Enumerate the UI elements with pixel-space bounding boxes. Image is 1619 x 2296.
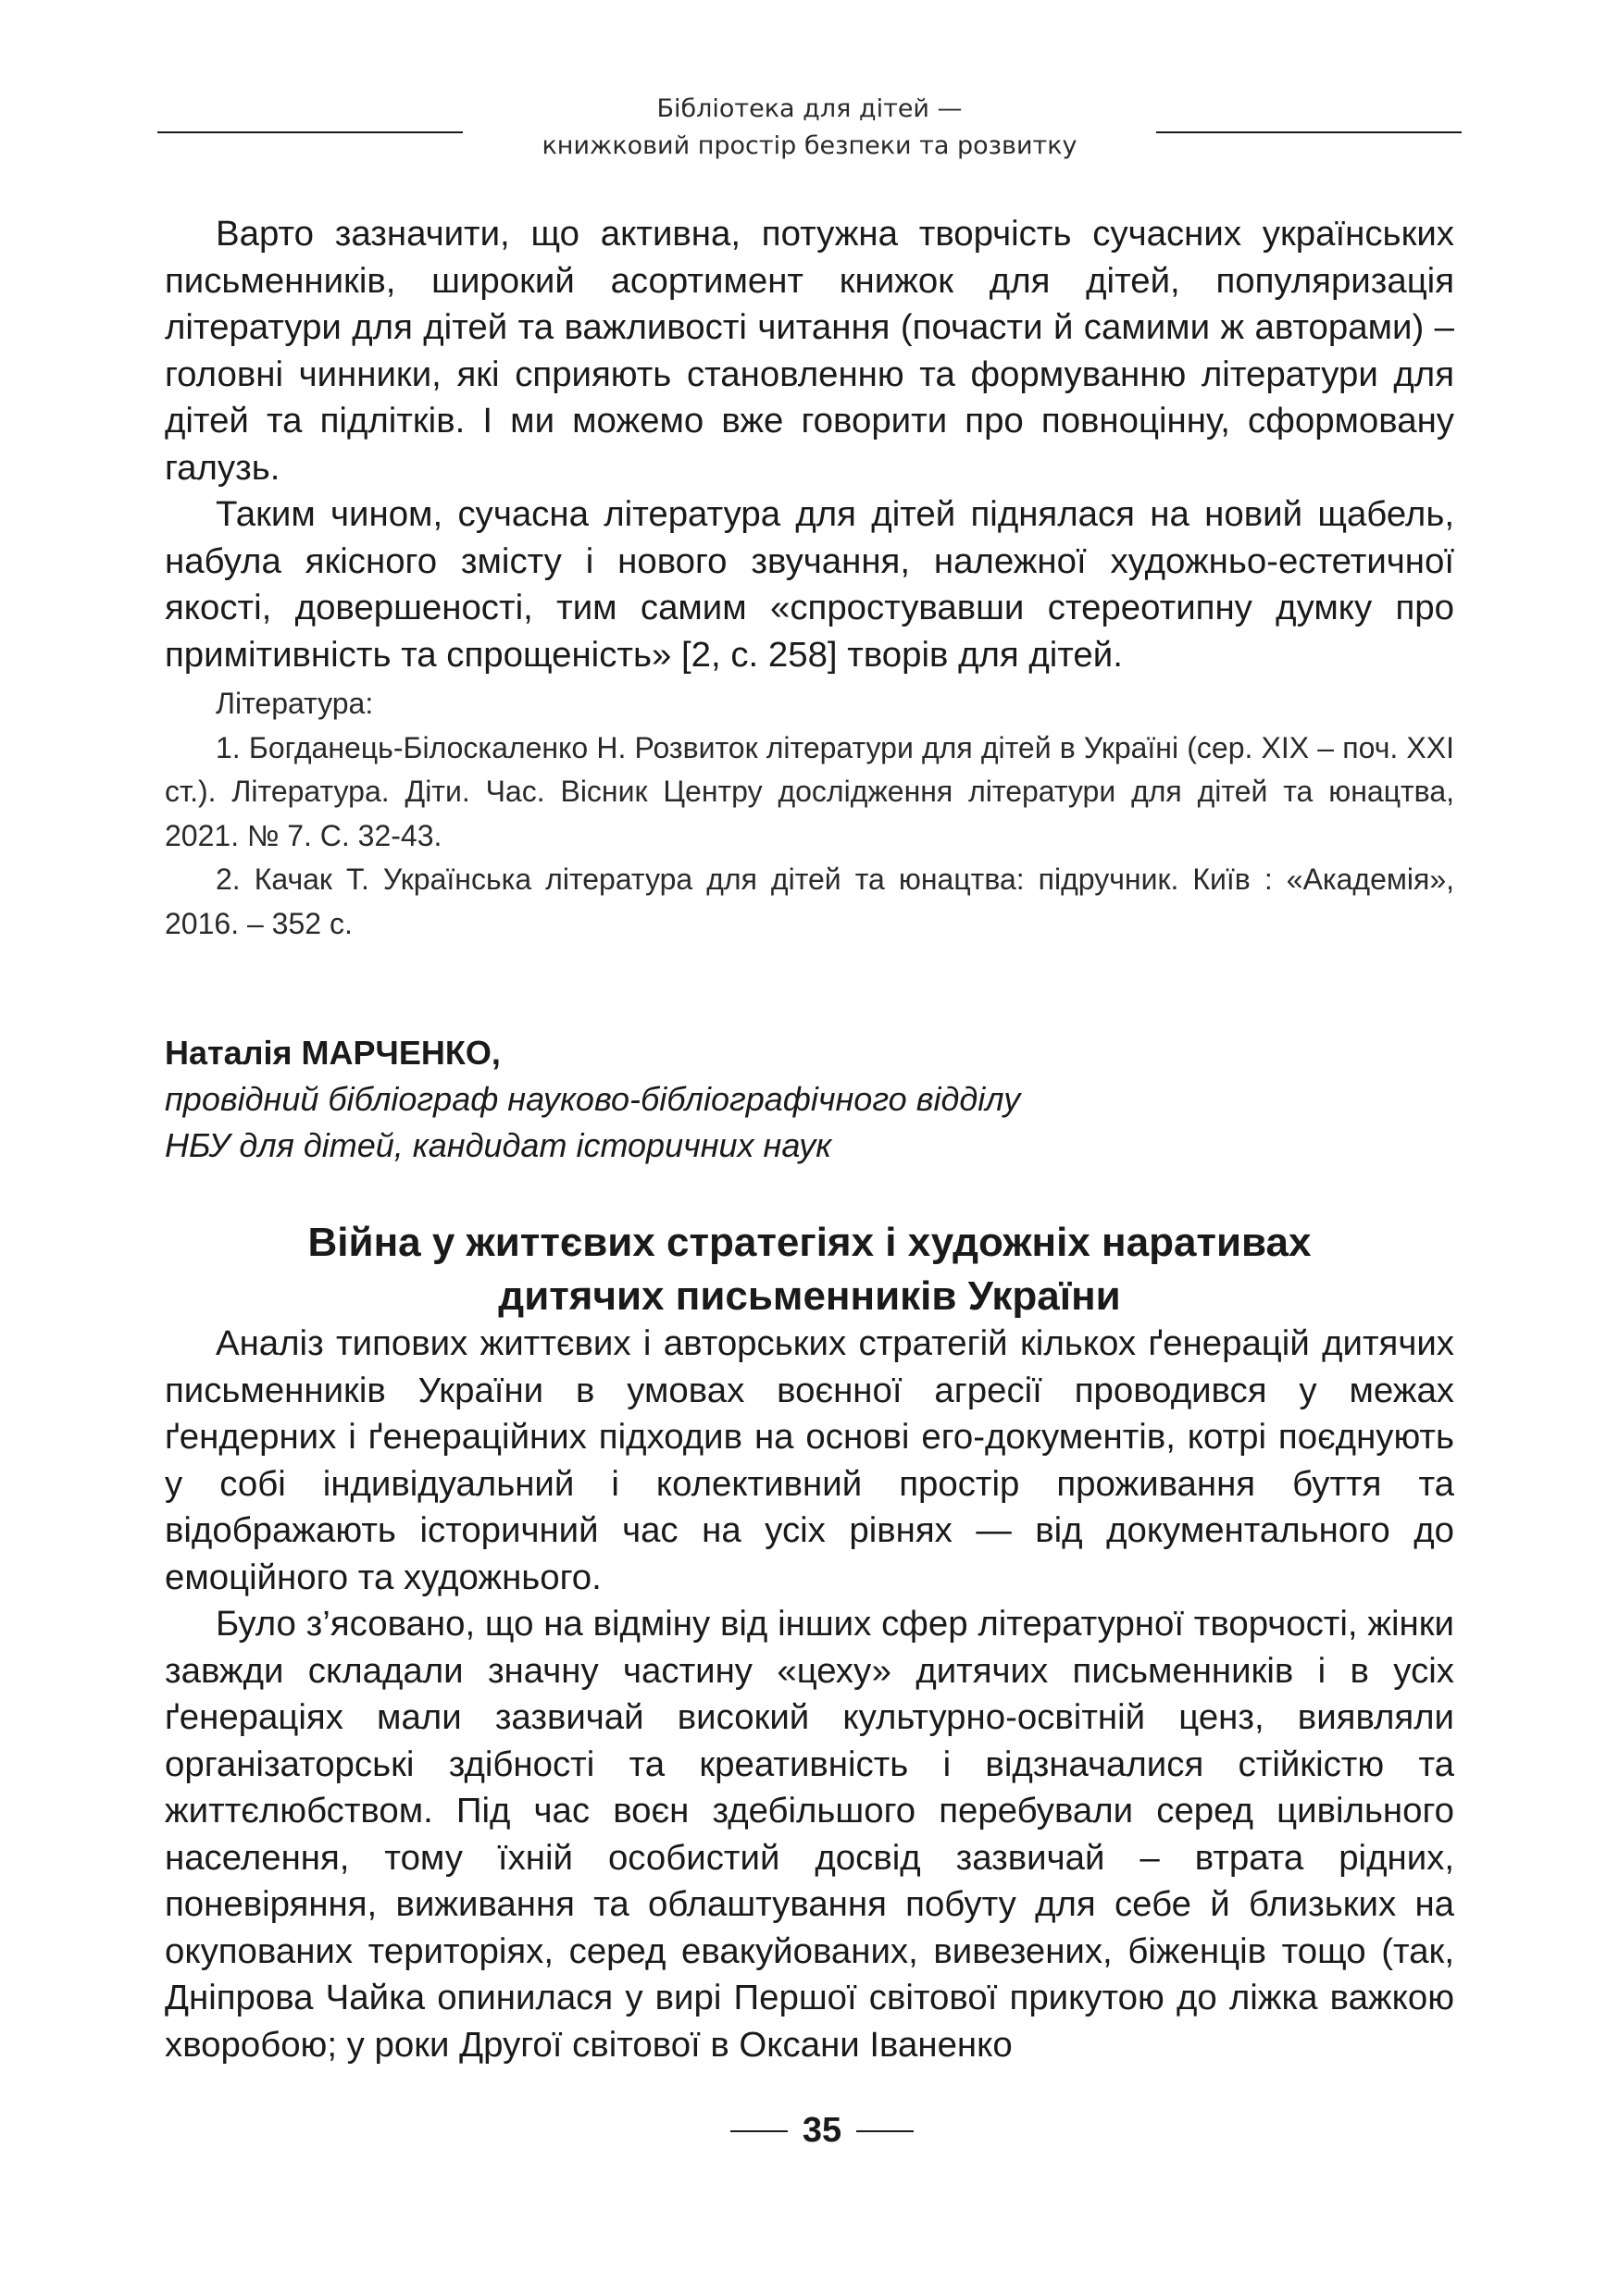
header-rule-right (1156, 131, 1462, 133)
intro-paragraph: Варто зазначити, що активна, потужна творчість сучасних українських письменників, широкий асортимент книжок для дітей, популяризація літератури для дітей та важливості читання (почасти й самими ж авторами) – головні чинники, які сприяють становленню та формуванню літератури для дітей та підлітків. І ми можемо вже говорити про повноцінну, сформовану галузь. (165, 214, 1454, 488)
article-title (165, 1216, 1454, 1323)
page-number: 35 (802, 2111, 842, 2150)
author-role-line-1: провідний бібліограф науково-бібліографічного відділу (165, 1080, 1021, 1118)
footer-rule-right (856, 2130, 914, 2132)
article-body (165, 1321, 1454, 2068)
reference-item: 1. Богданець-Білоскаленко Н. Розвиток літератури для дітей в Україні (сер. XIX – поч. XXI ст.). Література. Діти. Час. Вісник Центру дослідження літератури для дітей та юнацтва, 2021. № 7. С. 32-43. (165, 730, 1454, 852)
reference-item: 2. Качак Т. Українська література для дітей та юнацтва: підручник. Київ : «Академія», 2016. – 352 с. (165, 863, 1454, 940)
header-rule-left (157, 131, 463, 133)
references-section (165, 682, 1454, 946)
running-header (157, 91, 1462, 165)
author-name: Наталія МАРЧЕНКО, (165, 1034, 501, 1072)
header-title (472, 91, 1147, 165)
article-paragraph: Аналіз типових життєвих і авторських стратегій кількох ґенерацій дитячих письменників України в умовах воєнної агресії проводився у межах ґендерних і ґенераційних підходив на основі его-документів, котрі поєднують у собі індивідуальний і колективний простір проживання буття та відображають історичний час на усіх рівнях — від документального до емоційного та художнього. (165, 1323, 1454, 1597)
intro-paragraph: Таким чином, сучасна література для дітей піднялася на новий щабель, набула якісного змісту і нового звучання, належної художньо-естетичної якості, довершеності, тим самим «спростувавши стереотипну думку про примітивність та спрощеність» [2, с. 258] творів для дітей. (165, 494, 1454, 675)
article-title-line-2: дитячих письменників України (498, 1273, 1121, 1319)
references-label: Література: (216, 687, 374, 720)
article-title-line-1: Війна у життєвих стратегіях і художніх наративах (307, 1220, 1312, 1265)
intro-section (165, 211, 1454, 678)
header-title-line-1: Бібліотека для дітей — (656, 94, 963, 123)
header-title-line-2: книжковий простір безпеки та розвитку (542, 131, 1077, 160)
footer-rule-left (730, 2130, 788, 2132)
author-block (165, 1030, 1454, 1169)
author-role-line-2: НБУ для дітей, кандидат історичних наук (165, 1126, 832, 1164)
article-paragraph: Було з’ясовано, що на відміну від інших сфер літературної творчості, жінки завжди складали значну частину «цеху» дитячих письменників і в усіх ґенераціях мали зазвичай високий культурно-освітній ценз, виявляли організаторські здібності та креативність і відзначалися стійкістю та життєлюбством. Під час воєн здебільшого перебували серед цивільного населення, тому їхній особистий досвід зазвичай – втрата рідних, поневіряння, виживання та облаштування побуту для себе й близьких на окупованих територіях, серед евакуйованих, вивезених, біженців тощо (так, Дніпрова Чайка опинилася у вирі Першої світової прикутою до ліжка важкою хворобою; у роки Другої світової в Оксани Іваненко (165, 1604, 1454, 2065)
page-footer (0, 2112, 1619, 2149)
